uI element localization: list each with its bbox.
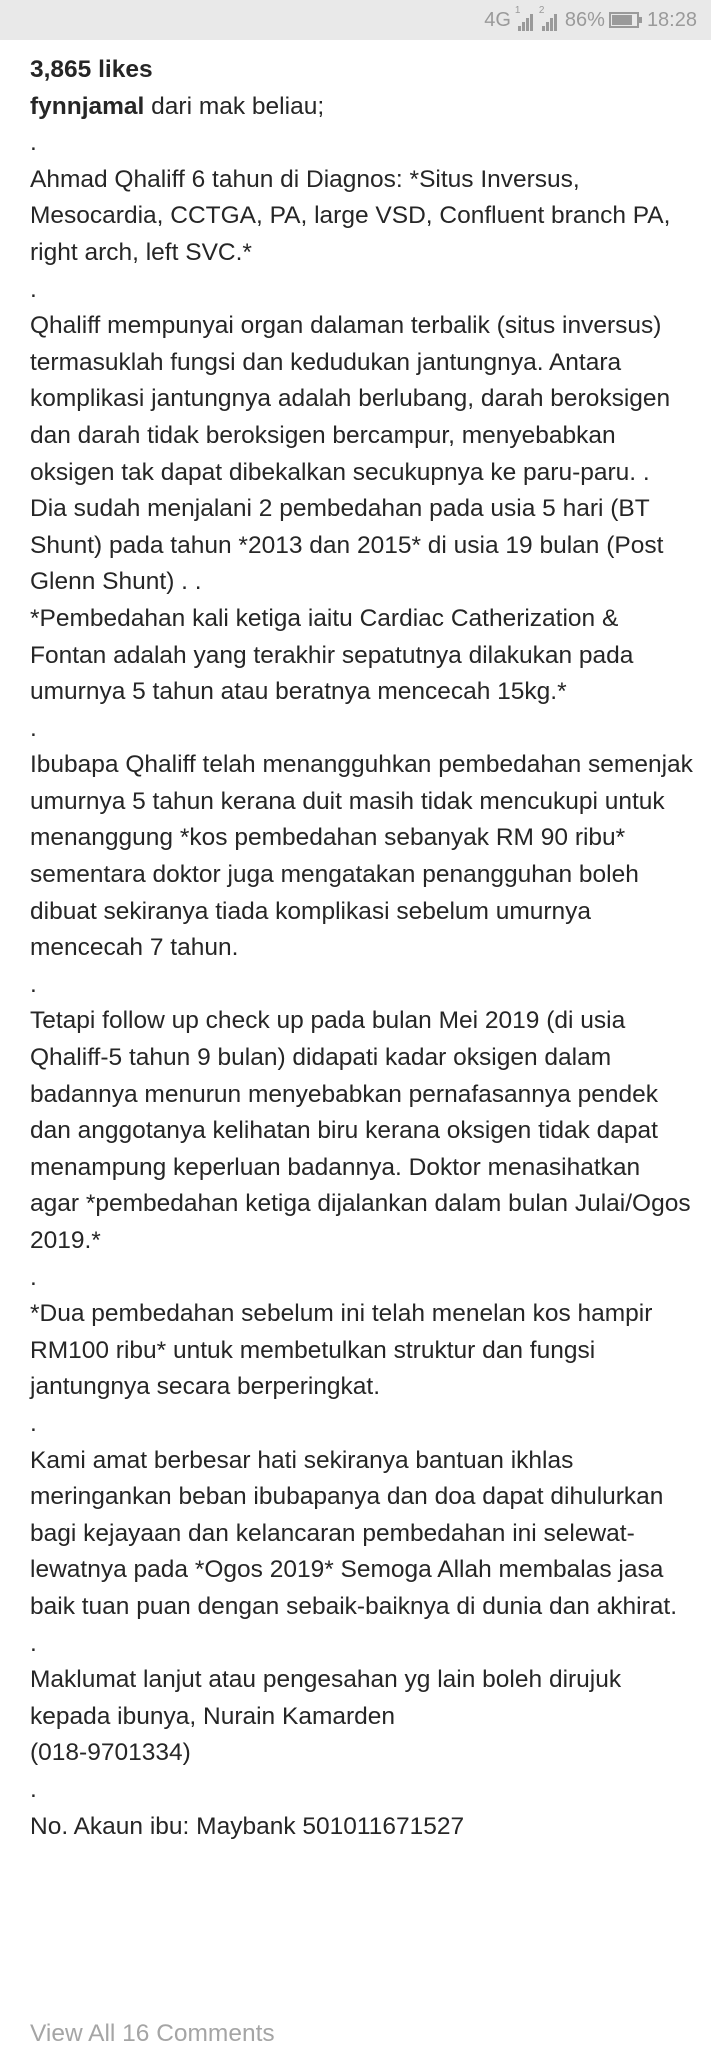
- caption-paragraph: No. Akaun ibu: Maybank 501011671527: [30, 1812, 465, 1840]
- likes-count[interactable]: 3,865 likes: [30, 56, 153, 83]
- sim2-label: 2: [538, 5, 545, 16]
- status-bar: [0, 0, 711, 40]
- caption-header: [30, 89, 695, 126]
- caption-paragraph: Maklumat lanjut atau pengesahan yg lain boleh dirujuk kepada ibunya, Nurain Kamarden (018-9701334): [30, 1666, 622, 1767]
- caption-paragraph: Tetapi follow up check up pada bulan Mei 2019 (di usia Qhaliff-5 tahun 9 bulan) didapati kadar oksigen dalam badannya menurun menyebabkan pernafasannya pendek dan anggotanya kelihatan biru kerana oksigen tidak dapat menampung keperluan badannya. Doktor menasihatkan agar *pembedahan ketiga dijalankan dalam bulan Julai/Ogos 2019.*: [30, 1007, 691, 1254]
- caption-separator: .: [30, 970, 37, 998]
- battery-percent: 86%: [564, 8, 605, 31]
- caption-username[interactable]: fynnjamal: [30, 92, 145, 120]
- caption-paragraph: Ibubapa Qhaliff telah menangguhkan pembedahan semenjak umurnya 5 tahun kerana duit masih tidak mencukupi untuk menanggung *kos pembedahan sebanyak RM 90 ribu* sementara doktor juga mengatakan penangguhan boleh dibuat sekiranya tiada komplikasi sebelum umurnya mencecah 7 tahun.: [30, 751, 693, 962]
- network-type: 4G: [484, 8, 511, 31]
- caption-separator: .: [30, 714, 37, 742]
- caption-paragraph: Ahmad Qhaliff 6 tahun di Diagnos: *Situs Inversus, Mesocardia, CCTGA, PA, large VSD, Confluent branch PA, right arch, left SVC.*: [30, 165, 671, 266]
- battery-icon: [609, 12, 639, 28]
- caption-body: [30, 125, 695, 1845]
- caption-paragraph: Qhaliff mempunyai organ dalaman terbalik (situs inversus) termasuklah fungsi dan kedudukan jantungnya. Antara komplikasi jantungnya adalah berlubang, darah beroksigen dan darah tidak beroksigen bercampur, menyebabkan oksigen tak dapat dibekalkan secukupnya ke paru-paru. . Dia sudah menjalani 2 pembedahan pada usia 5 hari (BT Shunt) pada tahun *2013 dan 2015* di usia 19 bulan (Post Glenn Shunt) . . *Pembedahan kali ketiga iaitu Cardiac Catherization & Fontan adalah yang terakhir sepatutnya dilakukan pada umurnya 5 tahun atau beratnya mencecah 15kg.*: [30, 312, 671, 706]
- sim2-signal-icon: [538, 5, 557, 31]
- caption-intro: dari mak beliau;: [144, 92, 325, 120]
- caption-separator: .: [30, 1409, 37, 1437]
- sim1-label: 1: [514, 5, 521, 16]
- view-comments-link[interactable]: View All 16 Comments: [30, 2020, 275, 2047]
- caption-separator: .: [30, 1263, 37, 1291]
- sim1-signal-icon: [514, 5, 533, 31]
- caption-separator: .: [30, 275, 37, 303]
- caption-separator: .: [30, 1629, 37, 1657]
- caption-paragraph: Kami amat berbesar hati sekiranya bantuan ikhlas meringankan beban ibubapanya dan doa dapat dihulurkan bagi kejayaan dan kelancaran pembedahan ini selewat-lewatnya pada *Ogos 2019* Semoga Allah membalas jasa baik tuan puan dengan sebaik-baiknya di dunia dan akhirat.: [30, 1446, 678, 1620]
- clock: 18:28: [646, 8, 697, 31]
- caption-separator: .: [30, 129, 37, 157]
- post-caption-area: [30, 52, 695, 1845]
- caption-separator: .: [30, 1775, 37, 1803]
- caption-paragraph: *Dua pembedahan sebelum ini telah menelan kos hampir RM100 ribu* untuk membetulkan struktur dan fungsi jantungnya secara berperingkat.: [30, 1300, 653, 1401]
